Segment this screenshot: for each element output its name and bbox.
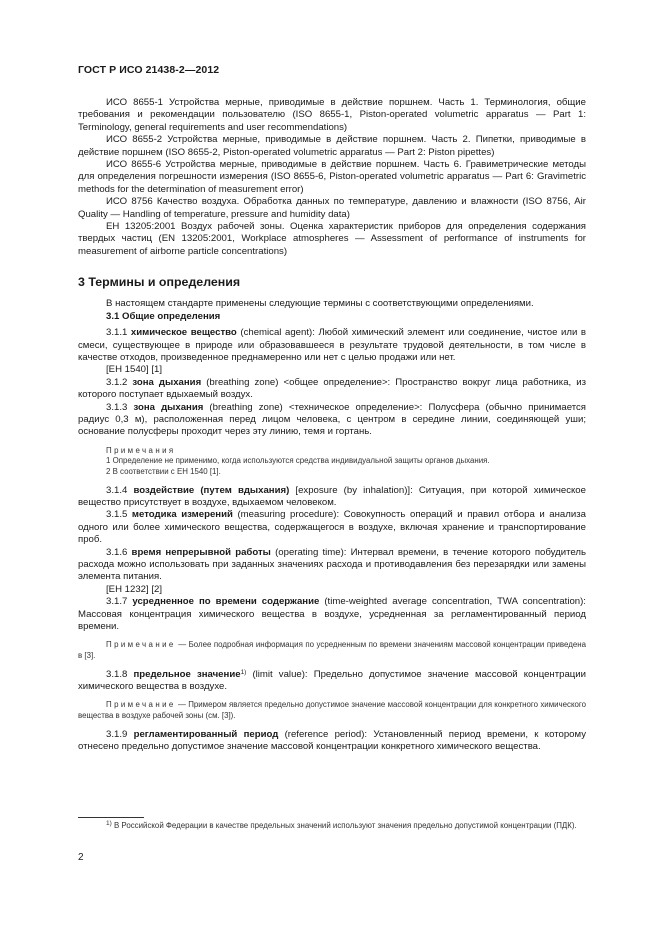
note-text: — Более подробная информация по усредненным по времени значениям массовой концентрации приведена в [3]. [78,640,586,660]
note-item: 1 Определение не применимо, когда используются средства индивидуальной защиты органов дыхания. [106,456,490,466]
term-number: 3.1.5 [106,509,132,521]
term-definition: [exposure (by inhalation)]: Ситуация, при которой химическое вещество присутствует в воздухе, вдыхаемом человеком. [78,484,586,508]
reference-iso-8756: ИСО 8756 Качество воздуха. Обработка данных по температуре, давлению и влажности (ISO 8756, Air Quality — Handling of temperature, pressure and humidity data) [78,196,586,220]
note-3-1-8 [78,700,586,721]
note-label: Примечание [106,640,176,650]
section-title: 3 Термины и определения [78,275,241,290]
term-number: 3.1.6 [106,546,132,558]
term-3-1-3 [78,402,586,439]
term-name: регламентированный период [133,728,279,740]
term-name: воздействие (путем вдыхания) [133,484,290,496]
page-number: 2 [78,852,84,863]
footnote [78,821,586,832]
term-name: зона дыхания [133,401,204,413]
term-number: 3.1.7 [106,596,133,608]
term-definition: (limit value): Предельно допустимое значение массовой концентрации химического вещества в воздухе. [78,668,586,692]
term-3-1-5 [78,509,586,546]
term-name: усредненное по времени содержание [132,596,320,608]
term-name: зона дыхания [132,376,202,388]
note-item: 2 В соответствии с ЕН 1540 [1]. [106,466,221,476]
footnote-marker: 1) [240,668,247,676]
notes-heading: Примечания [106,445,176,455]
term-3-1-6 [78,547,586,584]
term-definition: (breathing zone) <техническое определение>: Полусфера (обычно принимается радиус 0,3 м), расположенная перед лицом человека, с центром в середине линии, соединяющей уши; основание полусферы проходит через эту линию, темя и гортань. [78,401,586,438]
term-number: 3.1.8 [106,668,134,680]
reference-iso-8655-2: ИСО 8655-2 Устройства мерные, приводимые в действие поршнем. Часть 2. Пипетки, приводимые в действие поршнем (ISO 8655-2, Piston-operated volumetric apparatus — Part 2: Piston pipettes) [78,134,586,158]
term-3-1-8 [78,669,586,694]
reference-en-13205: ЕН 13205:2001 Воздух рабочей зоны. Оценка характеристик приборов для определения содержания твердых частиц (EN 13205:2001, Workplace atmospheres — Assessment of performance of instruments for measurement of airborne particle concentrations) [78,221,586,257]
page-content [78,97,586,753]
reference-iso-8655-1: ИСО 8655-1 Устройства мерные, приводимые в действие поршнем. Часть 1. Терминология, общие требования и рекомендации пользователю (ISO 8655-1, Piston-operated volumetric apparatus — Part 1: Terminology, general requirements and user recommendations) [78,97,586,133]
term-definition: (time-weighted average concentration, TWA concentration): Массовая концентрация химического вещества в воздухе, усредненная за регламентированный период времени. [78,596,586,632]
term-3-1-4 [78,485,586,510]
footnote-marker: 1) [106,820,112,827]
footnote-divider [78,817,144,818]
subsection-title: 3.1 Общие определения [106,310,221,322]
term-3-1-9 [78,729,586,754]
note-3-1-7 [78,640,586,661]
term-number: 3.1.2 [106,376,133,388]
section-intro: В настоящем стандарте применены следующие термины с соответствующими определениями. [106,298,534,310]
term-number: 3.1.3 [106,401,134,413]
document-header: ГОСТ Р ИСО 21438-2—2012 [78,64,220,76]
notes-3-1-3 [78,446,586,478]
term-name: химическое вещество [130,327,237,339]
term-reference: [ЕН 1540] [1] [106,364,162,376]
term-name: время непрерывной работы [131,546,271,558]
term-name: предельное значение [133,668,241,680]
term-definition: (operating time): Интервал времени, в течение которого побудитель расхода можно использовать при заданных значениях расхода и противодавления без перезарядки или замены элемента питания. [78,546,586,583]
note-text: — Примером является предельно допустимое значение массовой концентрации для конкретного химического вещества в воздухе рабочей зоны (см. [3]). [78,700,586,720]
footnote-text: В Российской Федерации в качестве предельных значений используют значения предельно допустимой концентрации (ПДК). [111,821,577,830]
term-number: 3.1.1 [106,327,131,339]
reference-iso-8655-6: ИСО 8655-6 Устройства мерные, приводимые в действие поршнем. Часть 6. Гравиметрические методы для определения погрешности измерения (ISO 8655-6, Piston-operated volumetric apparatus — Part 6: Gravimetric methods for the determination of measurement error) [78,159,586,195]
term-3-1-1 [78,327,586,364]
term-definition: (breathing zone) <общее определение>: Пространство вокруг лица работника, из которого поступает вдыхаемый воздух. [78,376,586,401]
term-definition: (chemical agent): Любой химический элемент или соединение, чистое или в смеси, существующее в природе или образовавшееся в результате трудовой деятельности, в том числе в качестве отходов, произведенное преднамеренно или нет с целью продажи или нет. [78,327,586,363]
term-name: методика измерений [131,509,233,521]
term-number: 3.1.4 [106,484,134,496]
term-definition: (reference period): Установленный период времени, к которому отнесено предельно допустимое значение массовой концентрации конкретного химического вещества. [78,728,586,752]
note-label: Примечание [106,700,176,710]
term-3-1-2 [78,377,586,402]
term-definition: (measuring procedure): Совокупность операций и правил отбора и анализа одного или более химического вещества, содержащегося в воздухе, включая хранение и транспортирование проб. [78,509,586,546]
term-number: 3.1.9 [106,728,134,740]
term-3-1-7 [78,596,586,633]
term-reference: [ЕН 1232] [2] [106,583,162,595]
